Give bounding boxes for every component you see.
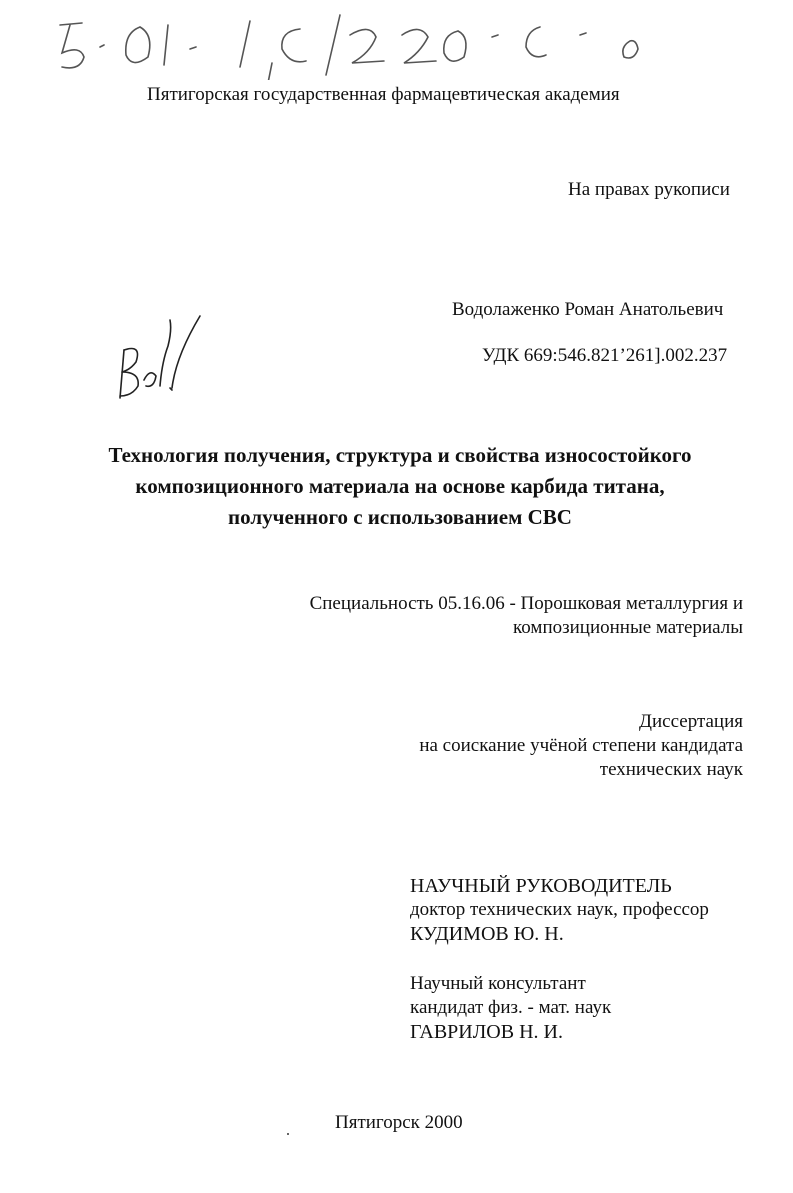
dissertation-title (60, 440, 740, 533)
dissertation-line-3: технических наук (599, 759, 743, 780)
consultant-heading: Научный консультант (410, 973, 586, 994)
supervisor-heading: НАУЧНЫЙ РУКОВОДИТЕЛЬ (410, 875, 672, 897)
dissertation-degree-block (300, 710, 743, 782)
institution-header: Пятигорская государственная фармацевтическая академия (147, 84, 620, 105)
specialty-line-1: Специальность 05.16.06 - Порошковая металлургия и (309, 593, 743, 614)
title-line-2: композиционного материала на основе карбида титана, (135, 474, 665, 498)
author-name: Водолаженко Роман Анатольевич (452, 299, 724, 320)
city-year: Пятигорск 2000 (335, 1112, 463, 1133)
signature-text: Вод (110, 409, 112, 410)
supervisor-block (410, 874, 709, 946)
consultant-block (410, 972, 611, 1044)
consultant-name: ГАВРИЛОВ Н. И. (410, 1021, 563, 1043)
author-signature (110, 310, 220, 410)
udc-code: УДК 669:546.821’261].002.237 (482, 345, 728, 366)
title-line-1: Технология получения, структура и свойства износостойкого (108, 443, 692, 467)
consultant-degree: кандидат физ. - мат. наук (410, 997, 612, 1018)
handwritten-archive-number (40, 5, 660, 80)
title-line-3: полученного с использованием СВС (228, 505, 572, 529)
supervisor-degree: доктор технических наук, профессор (410, 899, 709, 920)
dissertation-line-2: на соискание учёной степени кандидата (419, 735, 743, 756)
stamp-text: 5·01·5/202·5·0 (40, 79, 47, 80)
specialty-block (240, 592, 743, 640)
dissertation-line-1: Диссертация (639, 711, 743, 732)
scan-speck (287, 1133, 289, 1135)
specialty-line-2: композиционные материалы (513, 617, 743, 638)
rights-note: На правах рукописи (568, 179, 730, 200)
supervisor-name: КУДИМОВ Ю. Н. (410, 923, 564, 945)
